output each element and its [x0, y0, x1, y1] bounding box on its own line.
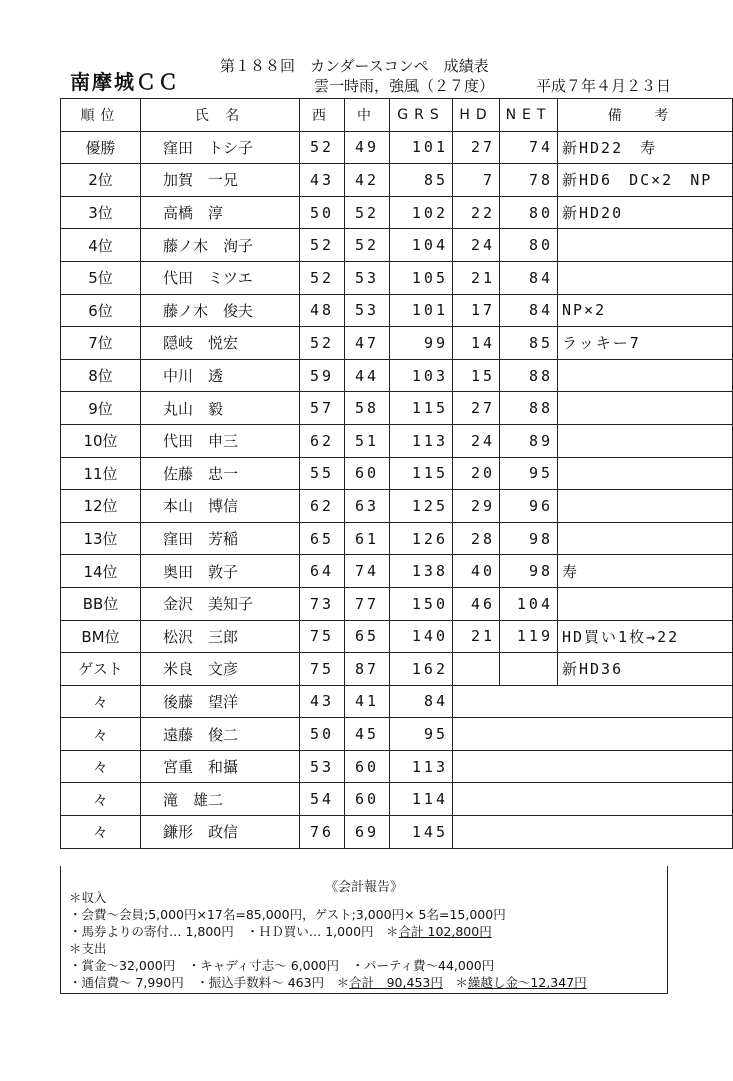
gross-cell: 95: [390, 718, 453, 751]
mid-score-cell: 60: [345, 750, 390, 783]
west-score-cell: 54: [300, 783, 345, 816]
name-cell: 金沢 美知子: [141, 587, 300, 620]
note-cell: NP×2: [558, 294, 733, 327]
name-cell: 隠岐 悦宏: [141, 327, 300, 360]
gross-cell: 138: [390, 555, 453, 588]
mid-score-cell: 74: [345, 555, 390, 588]
handicap-cell: 40: [453, 555, 500, 588]
rank-cell: ゲスト: [61, 653, 141, 686]
note-cell: 新HD20: [558, 196, 733, 229]
handicap-cell: 14: [453, 327, 500, 360]
handicap-cell: 46: [453, 587, 500, 620]
table-row: [61, 587, 733, 620]
table-row: [61, 392, 733, 425]
note-cell: 新HD22 寿: [558, 131, 733, 164]
score-table: [60, 98, 733, 849]
table-row: [61, 620, 733, 653]
col-net: NET: [500, 99, 558, 132]
gross-cell: 113: [390, 424, 453, 457]
col-mid: 中: [345, 99, 390, 132]
gross-cell: 140: [390, 620, 453, 653]
rank-cell: 々: [61, 750, 141, 783]
net-cell: 98: [500, 555, 558, 588]
income-items: ・馬券よりの寄付… 1,800円 ・ＨＤ買い… 1,000円: [69, 924, 387, 939]
note-cell: HD買い1枚→22: [558, 620, 733, 653]
west-score-cell: 48: [300, 294, 345, 327]
mid-score-cell: 41: [345, 685, 390, 718]
mid-score-cell: 52: [345, 229, 390, 262]
net-cell: [500, 653, 558, 686]
rank-cell: 9位: [61, 392, 141, 425]
gross-cell: 162: [390, 653, 453, 686]
col-rank: 順位: [61, 99, 141, 132]
accounting-report: [60, 866, 668, 994]
mid-score-cell: 87: [345, 653, 390, 686]
empty-span-cell: [453, 750, 733, 783]
west-score-cell: 76: [300, 816, 345, 849]
west-score-cell: 53: [300, 750, 345, 783]
handicap-cell: 29: [453, 490, 500, 523]
name-cell: 藤ノ木 俊夫: [141, 294, 300, 327]
mid-score-cell: 61: [345, 522, 390, 555]
carry-over-mark: ＊: [442, 975, 468, 990]
handicap-cell: 24: [453, 229, 500, 262]
note-cell: [558, 424, 733, 457]
col-grs: GRS: [390, 99, 453, 132]
net-cell: 88: [500, 359, 558, 392]
table-row: [61, 131, 733, 164]
gross-cell: 115: [390, 392, 453, 425]
rank-cell: 12位: [61, 490, 141, 523]
mid-score-cell: 58: [345, 392, 390, 425]
handicap-cell: 27: [453, 131, 500, 164]
west-score-cell: 75: [300, 620, 345, 653]
guest-row: [61, 718, 733, 751]
gross-cell: 101: [390, 294, 453, 327]
net-cell: 89: [500, 424, 558, 457]
income-total: 合計 102,800円: [398, 924, 492, 939]
guest-row: [61, 750, 733, 783]
rank-cell: 4位: [61, 229, 141, 262]
handicap-cell: 17: [453, 294, 500, 327]
table-row: [61, 359, 733, 392]
mid-score-cell: 45: [345, 718, 390, 751]
table-row: [61, 164, 733, 197]
west-score-cell: 50: [300, 196, 345, 229]
col-note: 備 考: [558, 99, 733, 132]
mid-score-cell: 51: [345, 424, 390, 457]
mid-score-cell: 53: [345, 294, 390, 327]
table-row: [61, 261, 733, 294]
net-cell: 104: [500, 587, 558, 620]
rank-cell: 優勝: [61, 131, 141, 164]
mid-score-cell: 77: [345, 587, 390, 620]
mid-score-cell: 42: [345, 164, 390, 197]
net-cell: 80: [500, 229, 558, 262]
rank-cell: 々: [61, 718, 141, 751]
mid-score-cell: 69: [345, 816, 390, 849]
rank-cell: 6位: [61, 294, 141, 327]
name-cell: 遠藤 俊二: [141, 718, 300, 751]
gross-cell: 126: [390, 522, 453, 555]
handicap-cell: 21: [453, 261, 500, 294]
note-cell: [558, 457, 733, 490]
carry-over: 繰越し金～12,347円: [467, 975, 587, 990]
rank-cell: BB位: [61, 587, 141, 620]
west-score-cell: 52: [300, 229, 345, 262]
note-cell: [558, 490, 733, 523]
west-score-cell: 62: [300, 490, 345, 523]
table-row: [61, 196, 733, 229]
gross-cell: 99: [390, 327, 453, 360]
west-score-cell: 43: [300, 685, 345, 718]
empty-span-cell: [453, 816, 733, 849]
west-score-cell: 75: [300, 653, 345, 686]
name-cell: 窪田 トシ子: [141, 131, 300, 164]
note-cell: [558, 261, 733, 294]
mid-score-cell: 60: [345, 457, 390, 490]
expense-line-1: ・賞金～32,000円 ・キャディ寸志～ 6,000円 ・パーティ費～44,000円: [69, 958, 495, 973]
handicap-cell: 20: [453, 457, 500, 490]
col-name: 氏 名: [141, 99, 300, 132]
rank-cell: 5位: [61, 261, 141, 294]
note-cell: [558, 522, 733, 555]
gross-cell: 150: [390, 587, 453, 620]
table-row: [61, 555, 733, 588]
club-name: 南摩城ＣＣ: [70, 70, 180, 94]
table-row: [61, 294, 733, 327]
empty-span-cell: [453, 783, 733, 816]
expense-items: ・通信費～ 7,990円 ・振込手数料～ 463円: [69, 975, 337, 990]
table-row: [61, 522, 733, 555]
west-score-cell: 65: [300, 522, 345, 555]
net-cell: 85: [500, 327, 558, 360]
name-cell: 中川 透: [141, 359, 300, 392]
rank-cell: 2位: [61, 164, 141, 197]
west-score-cell: 62: [300, 424, 345, 457]
weather: 雲一時雨，強風（２７度）: [314, 77, 495, 95]
name-cell: 米良 文彦: [141, 653, 300, 686]
note-cell: [558, 359, 733, 392]
name-cell: 後藤 望洋: [141, 685, 300, 718]
income-line-1: ・会費～会員;5,000円×17名=85,000円，ゲスト;3,000円× 5名=15,000円: [69, 907, 506, 922]
expense-total-mark: ＊: [336, 975, 350, 990]
note-cell: [558, 392, 733, 425]
net-cell: 119: [500, 620, 558, 653]
empty-span-cell: [453, 685, 733, 718]
mid-score-cell: 44: [345, 359, 390, 392]
name-cell: 加賀 一兄: [141, 164, 300, 197]
west-score-cell: 43: [300, 164, 345, 197]
west-score-cell: 59: [300, 359, 345, 392]
mid-score-cell: 53: [345, 261, 390, 294]
rank-cell: 8位: [61, 359, 141, 392]
note-cell: 新HD6 DC×2 NP: [558, 164, 733, 197]
name-cell: 奥田 敦子: [141, 555, 300, 588]
empty-span-cell: [453, 718, 733, 751]
name-cell: 本山 博信: [141, 490, 300, 523]
rank-cell: 々: [61, 783, 141, 816]
note-cell: 新HD36: [558, 653, 733, 686]
note-cell: 寿: [558, 555, 733, 588]
note-cell: ラッキー7: [558, 327, 733, 360]
net-cell: 74: [500, 131, 558, 164]
net-cell: 78: [500, 164, 558, 197]
name-cell: 代田 ミツエ: [141, 261, 300, 294]
mid-score-cell: 52: [345, 196, 390, 229]
rank-cell: 7位: [61, 327, 141, 360]
net-cell: 84: [500, 294, 558, 327]
table-row: [61, 653, 733, 686]
income-line-2: [69, 922, 492, 940]
name-cell: 宮重 和攝: [141, 750, 300, 783]
mid-score-cell: 60: [345, 783, 390, 816]
west-score-cell: 52: [300, 131, 345, 164]
west-score-cell: 50: [300, 718, 345, 751]
expense-label: ＊支出: [69, 941, 107, 956]
table-row: [61, 457, 733, 490]
table-header-row: [61, 99, 733, 132]
name-cell: 藤ノ木 洵子: [141, 229, 300, 262]
note-cell: [558, 587, 733, 620]
handicap-cell: 22: [453, 196, 500, 229]
guest-row: [61, 816, 733, 849]
rank-cell: BM位: [61, 620, 141, 653]
gross-cell: 104: [390, 229, 453, 262]
net-cell: 84: [500, 261, 558, 294]
col-west: 西: [300, 99, 345, 132]
west-score-cell: 73: [300, 587, 345, 620]
gross-cell: 145: [390, 816, 453, 849]
name-cell: 滝 雄二: [141, 783, 300, 816]
name-cell: 窪田 芳稲: [141, 522, 300, 555]
net-cell: 96: [500, 490, 558, 523]
handicap-cell: 28: [453, 522, 500, 555]
gross-cell: 125: [390, 490, 453, 523]
gross-cell: 85: [390, 164, 453, 197]
rank-cell: 11位: [61, 457, 141, 490]
table-row: [61, 229, 733, 262]
gross-cell: 113: [390, 750, 453, 783]
handicap-cell: 21: [453, 620, 500, 653]
report-title: 《会計報告》: [324, 880, 403, 895]
mid-score-cell: 49: [345, 131, 390, 164]
handicap-cell: 24: [453, 424, 500, 457]
table-row: [61, 327, 733, 360]
name-cell: 鎌形 政信: [141, 816, 300, 849]
gross-cell: 115: [390, 457, 453, 490]
mid-score-cell: 65: [345, 620, 390, 653]
guest-row: [61, 783, 733, 816]
net-cell: 95: [500, 457, 558, 490]
gross-cell: 102: [390, 196, 453, 229]
name-cell: 丸山 毅: [141, 392, 300, 425]
gross-cell: 101: [390, 131, 453, 164]
gross-cell: 105: [390, 261, 453, 294]
name-cell: 代田 申三: [141, 424, 300, 457]
table-row: [61, 490, 733, 523]
mid-score-cell: 47: [345, 327, 390, 360]
page-title: 第１８８回 カンダースコンペ 成績表: [220, 57, 489, 75]
gross-cell: 84: [390, 685, 453, 718]
rank-cell: 々: [61, 685, 141, 718]
net-cell: 98: [500, 522, 558, 555]
west-score-cell: 64: [300, 555, 345, 588]
expense-line-2: [69, 973, 587, 991]
rank-cell: 14位: [61, 555, 141, 588]
handicap-cell: [453, 653, 500, 686]
net-cell: 88: [500, 392, 558, 425]
west-score-cell: 55: [300, 457, 345, 490]
mid-score-cell: 63: [345, 490, 390, 523]
rank-cell: 々: [61, 816, 141, 849]
west-score-cell: 52: [300, 327, 345, 360]
table-row: [61, 424, 733, 457]
income-total-mark: ＊: [386, 924, 399, 939]
expense-total: 合計 90,453円: [349, 975, 443, 990]
gross-cell: 114: [390, 783, 453, 816]
handicap-cell: 15: [453, 359, 500, 392]
rank-cell: 3位: [61, 196, 141, 229]
west-score-cell: 52: [300, 261, 345, 294]
name-cell: 松沢 三郎: [141, 620, 300, 653]
name-cell: 高橋 淳: [141, 196, 300, 229]
west-score-cell: 57: [300, 392, 345, 425]
date: 平成７年４月２３日: [536, 77, 672, 95]
note-cell: [558, 229, 733, 262]
guest-row: [61, 685, 733, 718]
net-cell: 80: [500, 196, 558, 229]
rank-cell: 10位: [61, 424, 141, 457]
name-cell: 佐藤 忠一: [141, 457, 300, 490]
gross-cell: 103: [390, 359, 453, 392]
rank-cell: 13位: [61, 522, 141, 555]
handicap-cell: 27: [453, 392, 500, 425]
handicap-cell: 7: [453, 164, 500, 197]
col-hd: HD: [453, 99, 500, 132]
income-label: ＊収入: [69, 890, 107, 905]
